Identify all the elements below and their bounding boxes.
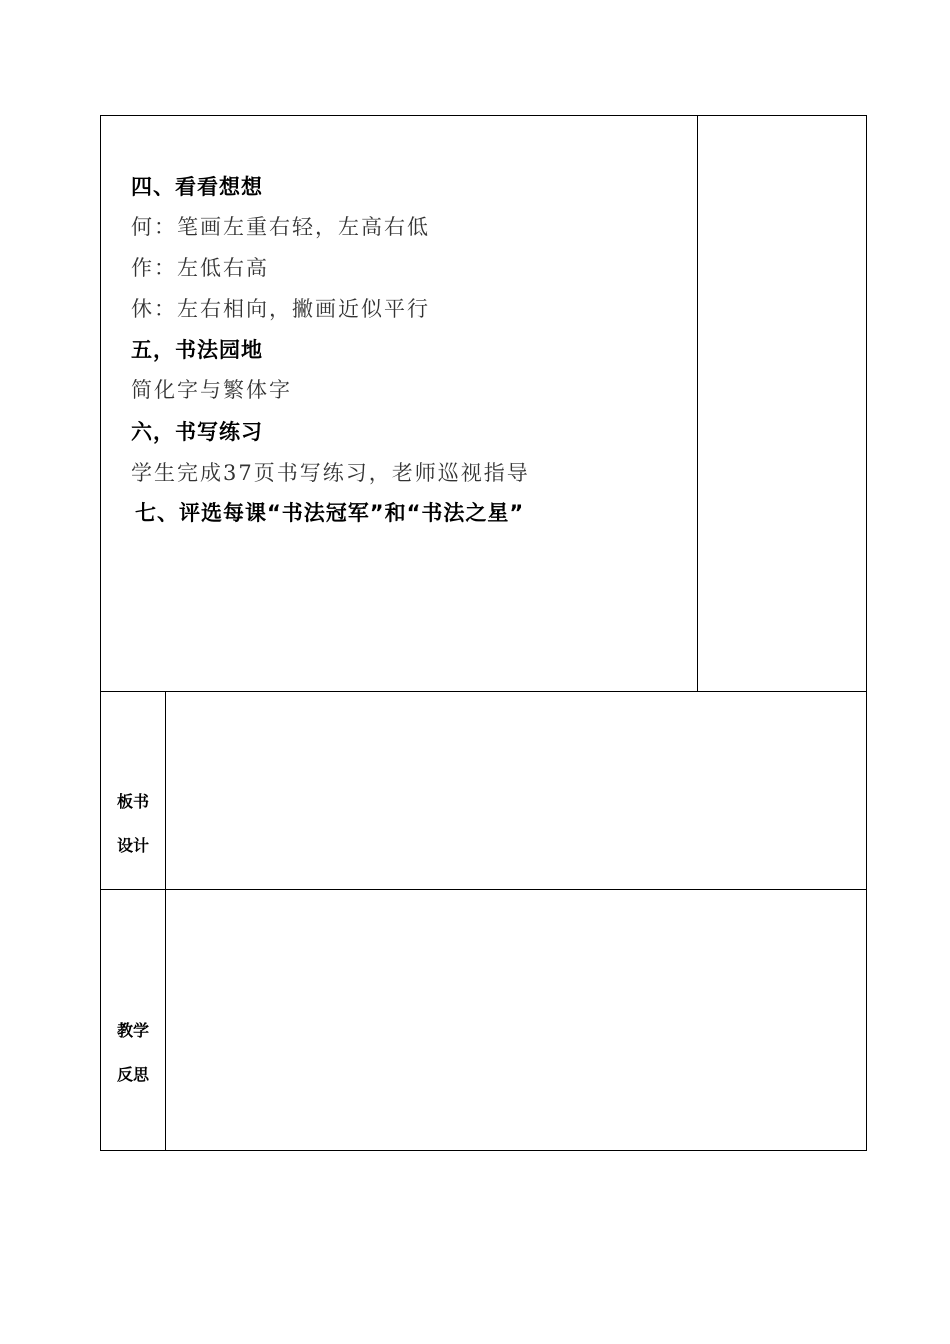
- section-4-line-3: 休：左右相向，撇画近似平行: [131, 297, 430, 321]
- table-left-border: [100, 115, 101, 1151]
- section-7-heading: 七、评选每课“书法冠军”和“书法之星”: [135, 501, 525, 525]
- section-6-heading: 六，书写练习: [131, 420, 263, 444]
- table-right-border: [866, 115, 867, 1151]
- teaching-reflection-label: [101, 998, 165, 1108]
- board-design-label-line-2: 设计: [116, 836, 149, 855]
- teaching-reflection-label-line-1: 教学: [116, 1021, 149, 1040]
- section-4-line-2: 作：左低右高: [131, 256, 269, 280]
- teaching-reflection-cell: [166, 890, 866, 1150]
- board-design-label: [101, 769, 165, 879]
- section-5-line: 简化字与繁体字: [131, 378, 292, 402]
- notes-cell: [698, 116, 866, 691]
- board-design-cell: [166, 692, 866, 889]
- section-6-line: 学生完成37页书写练习，老师巡视指导: [131, 461, 530, 485]
- board-design-label-line-1: 板书: [116, 792, 149, 811]
- section-5-heading: 五，书法园地: [131, 338, 263, 362]
- teaching-reflection-label-line-2: 反思: [116, 1065, 149, 1084]
- section-4-line-1: 何：笔画左重右轻，左高右低: [131, 215, 430, 239]
- section-4-heading: 四、看看想想: [131, 175, 263, 199]
- table-bottom-border: [100, 1150, 867, 1151]
